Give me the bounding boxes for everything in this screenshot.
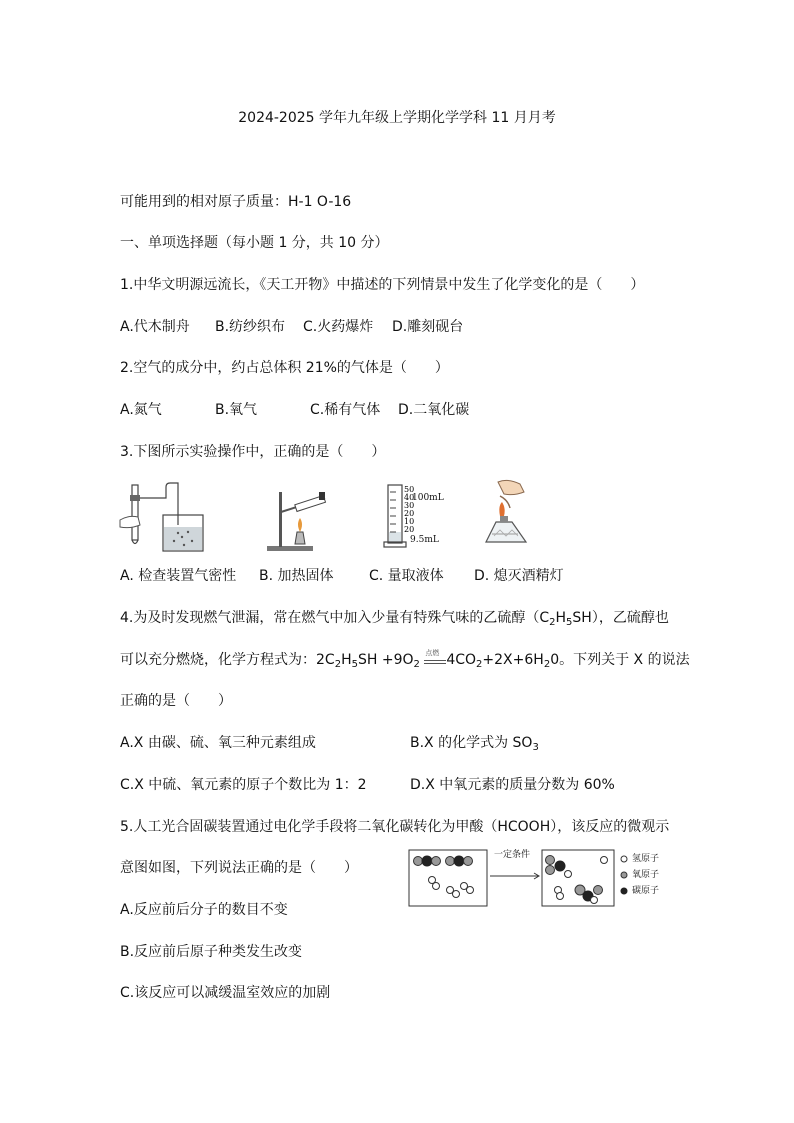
q5-stem-line2: 意图如图，下列说法正确的是（ ） xyxy=(120,860,358,876)
tick-label: 40 xyxy=(404,493,415,502)
cylinder-top-label: 100mL xyxy=(412,493,444,503)
q5-option-a: A.反应前后分子的数目不变 xyxy=(120,902,288,918)
page-title: 2024-2025 学年九年级上学期化学学科 11 月月考 xyxy=(238,110,556,126)
q5-option-b: B.反应前后原子种类发生改变 xyxy=(120,944,303,960)
q5-option-c: C.该反应可以减缓温室效应的加剧 xyxy=(120,985,331,1001)
q1-option-b: B.纺纱织布 xyxy=(215,319,286,335)
q2-option-c: C.稀有气体 xyxy=(310,402,381,418)
q4-stem-line1: 4.为及时发现燃气泄漏，常在燃气中加入少量有特殊气味的乙硫醇$(C_2H_5SH)$，乙硫醇也 xyxy=(120,610,669,628)
q4-stem-line3: 正确的是（ ） xyxy=(120,693,232,709)
q4-equation-line: 可以充分燃烧，化学方程式为：$2C_2H_5SH +9O_2$ 点燃 $4CO_2+2X+6H_20$。下列关于 X 的说法 xyxy=(120,649,690,670)
q1-stem: 1.中华文明源远流长，《天工开物》中描述的下列情景中发生了化学变化的是（ ） xyxy=(120,277,645,293)
airtight-check-figure xyxy=(118,475,208,553)
section-heading: 一、单项选择题（每小题 1 分，共 10 分） xyxy=(120,235,389,251)
q4-option-a: A.X 由碳、硫、氧三种元素组成 xyxy=(120,735,316,751)
q5-stem-line1: 5.人工光合固碳装置通过电化学手段将二氧化碳转化为甲酸（HCOOH），该反应的微观示 xyxy=(120,819,670,835)
tick-label: 50 xyxy=(404,485,415,494)
q3-option-c: C. 量取液体 xyxy=(369,568,444,584)
q2-option-b: B.氧气 xyxy=(215,402,258,418)
q1-option-c: C.火药爆炸 xyxy=(303,319,374,335)
atomic-mass-note: 可能用到的相对原子质量：H-1 O-16 xyxy=(120,194,352,210)
q4-option-b: B.X 的化学式为 $SO_3$ xyxy=(410,735,539,753)
q4-option-c: C.X 中硫、氧元素的原子个数比为 1：2 xyxy=(120,777,367,793)
reaction-condition: 点燃 xyxy=(424,653,446,667)
tick-label: 20 xyxy=(404,509,415,518)
q2-stem: 2.空气的成分中，约占总体积 21%的气体是（ ） xyxy=(120,360,449,376)
tick-label: 20 xyxy=(404,525,415,534)
q2-option-a: A.氮气 xyxy=(120,402,162,418)
legend-carbon: 碳原子 xyxy=(632,886,660,896)
reaction-condition-label: 一定条件 xyxy=(494,850,531,860)
q4-option-d: D.X 中氧元素的质量分数为 60% xyxy=(410,777,615,793)
q3-option-d: D. 熄灭酒精灯 xyxy=(474,568,564,584)
legend-hydrogen: 氢原子 xyxy=(632,854,660,864)
q3-option-b: B. 加热固体 xyxy=(259,568,334,584)
q3-stem: 3.下图所示实验操作中，正确的是（ ） xyxy=(120,444,386,460)
tick-label: 30 xyxy=(404,501,415,510)
cylinder-bottom-label: 9.5mL xyxy=(410,535,439,545)
q2-option-d: D.二氧化碳 xyxy=(398,402,470,418)
legend-oxygen: 氧原子 xyxy=(632,870,660,880)
q1-option-a: A.代木制舟 xyxy=(120,319,190,335)
heating-solid-figure xyxy=(265,482,335,552)
tick-label: 10 xyxy=(404,517,415,526)
alcohol-lamp-figure xyxy=(478,478,538,550)
q1-option-d: D.雕刻砚台 xyxy=(392,319,464,335)
q3-option-a: A. 检查装置气密性 xyxy=(120,568,237,584)
